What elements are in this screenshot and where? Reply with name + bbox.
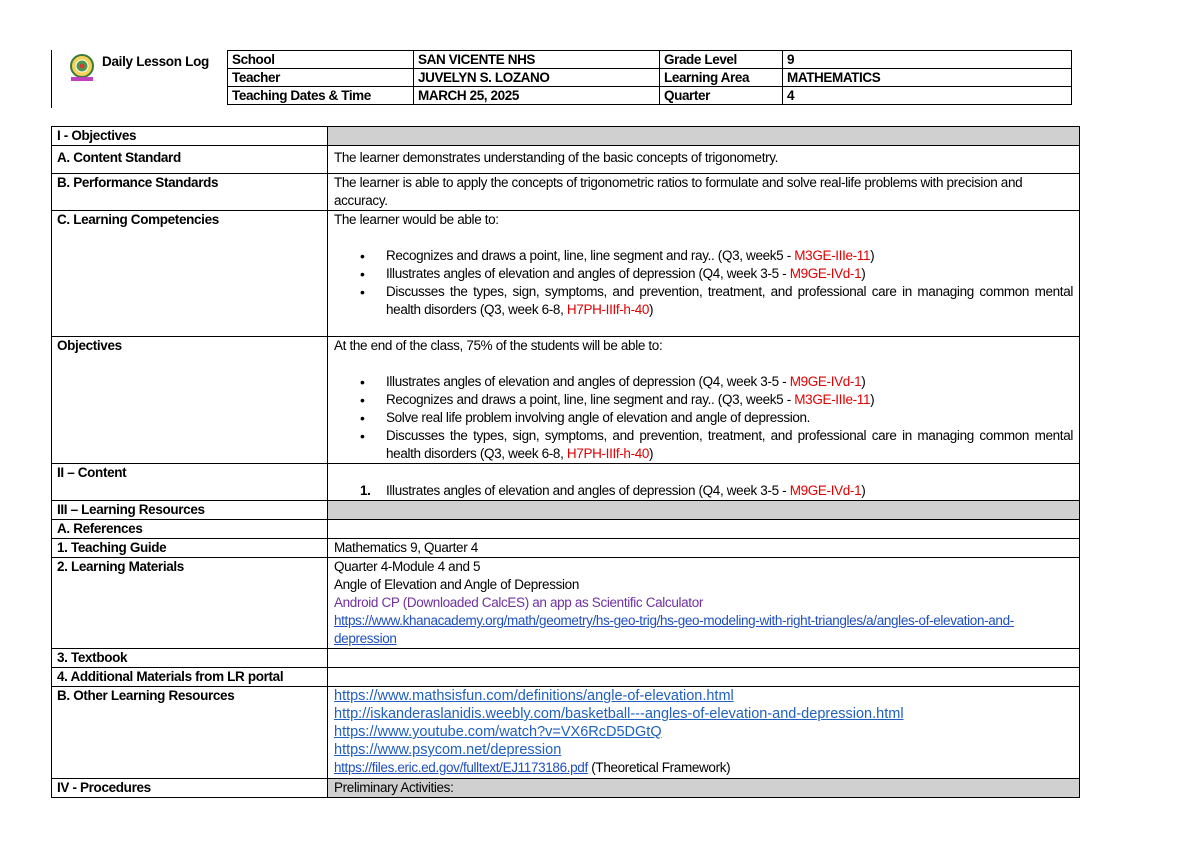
content-cell [328,464,1080,501]
section-fill [328,127,1080,146]
competency-code: M9GE-IVd-1 [789,266,862,281]
list-item [386,373,1073,391]
header-info-table [227,50,1072,105]
lesson-log-header [51,50,1079,108]
additional-materials-label: 4. Additional Materials from LR portal [52,668,328,687]
row-performance-standards [52,174,1080,211]
school-label: School [228,51,414,69]
list-item [386,409,1073,427]
list-item [360,482,1073,500]
item-text: Illustrates angles of elevation and angles of depression (Q4, week 3-5 - [386,374,790,389]
item-close: ) [649,302,654,317]
section-fill [328,501,1080,520]
learning-competencies-cell [328,211,1080,337]
content-standard-text: The learner demonstrates understanding of the basic concepts of trigonometry. [328,146,1080,174]
competency-code: H7PH-IIIf-h-40 [566,446,650,461]
item-close: ) [861,374,866,389]
quarter-value: 4 [783,87,1072,105]
objectives-intro: At the end of the class, 75% of the students will be able to: [334,338,663,353]
row-content [52,464,1080,501]
dates-value: MARCH 25, 2025 [414,87,660,105]
weebly-link[interactable]: http://iskanderaslanidis.weebly.com/basketball---angles-of-elevation-and-depression.html [334,706,904,722]
content-label: II – Content [52,464,328,501]
item-text: Solve real life problem involving angle of elevation and angle of depression. [386,410,811,425]
item-text: Illustrates angles of elevation and angles of depression (Q4, week 3-5 - [386,266,790,281]
row-content-standard [52,146,1080,174]
list-item [386,247,1073,265]
competencies-list [334,247,1073,319]
objectives-cell [328,337,1080,464]
learning-area-value: MATHEMATICS [783,69,1072,87]
module-line: Quarter 4-Module 4 and 5 [334,559,481,574]
performance-standards-text: The learner is able to apply the concepts of trigonometric ratios to formulate and solve real-life problems with precision and accuracy. [328,174,1080,211]
item-text: Illustrates angles of elevation and angles of depression (Q4, week 3-5 - [386,483,790,498]
row-additional-materials [52,668,1080,687]
item-close: ) [870,248,875,263]
procedures-text: Preliminary Activities: [328,779,1080,798]
row-references [52,520,1080,539]
item-text: Recognizes and draws a point, line, line segment and ray.. (Q3, week5 - [386,248,795,263]
mathsisfun-link[interactable]: https://www.mathsisfun.com/definitions/angle-of-elevation.html [334,688,734,704]
item-number: 1. [360,483,371,498]
school-value: SAN VICENTE NHS [414,51,660,69]
teacher-label: Teacher [228,69,414,87]
learning-competencies-label: C. Learning Competencies [52,211,328,337]
learning-area-label: Learning Area [660,69,783,87]
objectives-list [334,373,1073,463]
logo-cell [51,50,228,108]
additional-materials-value [328,668,1080,687]
item-close: ) [649,446,654,461]
objectives-label: Objectives [52,337,328,464]
textbook-value [328,649,1080,668]
row-objectives-section [52,127,1080,146]
competency-code: M9GE-IVd-1 [789,374,862,389]
grade-level-label: Grade Level [660,51,783,69]
item-text: Discusses the types, sign, symptoms, and prevention, treatment, and professional care in managing common mental health disorders (Q3, week 6-8, [386,284,1073,317]
content-list [334,482,1073,500]
youtube-link[interactable]: https://www.youtube.com/watch?v=VX6RcD5DGtQ [334,724,662,740]
psycom-link[interactable]: https://www.psycom.net/depression [334,742,562,758]
item-text: Discusses the types, sign, symptoms, and prevention, treatment, and professional care in managing common mental health disorders (Q3, week 6-8, [386,428,1073,461]
other-resources-cell [328,687,1080,779]
item-close: ) [870,392,875,407]
lesson-plan-table [51,126,1080,798]
content-standard-label: A. Content Standard [52,146,328,174]
list-item [386,283,1073,319]
item-close: ) [861,483,866,498]
competency-code: H7PH-IIIf-h-40 [566,302,650,317]
header-row [228,51,1072,69]
references-label: A. References [52,520,328,539]
teaching-guide-label: 1. Teaching Guide [52,539,328,558]
references-value [328,520,1080,539]
learning-materials-label: 2. Learning Materials [52,558,328,649]
textbook-label: 3. Textbook [52,649,328,668]
learning-resources-label: III – Learning Resources [52,501,328,520]
calculator-app-line: Android CP (Downloaded CalcES) an app as Scientific Calculator [334,595,704,610]
list-item [386,265,1073,283]
quarter-label: Quarter [660,87,783,105]
list-item [386,391,1073,409]
topic-line: Angle of Elevation and Angle of Depression [334,577,579,592]
competencies-intro: The learner would be able to: [334,212,499,227]
khanacademy-link[interactable]: https://www.khanacademy.org/math/geometry/hs-geo-trig/hs-geo-modeling-with-right-triangles/a/angles-of-elevation-and-depression [334,613,1014,646]
performance-standards-label: B. Performance Standards [52,174,328,211]
eric-link[interactable]: https://files.eric.ed.gov/fulltext/EJ1173186.pdf [334,760,588,775]
list-item [386,427,1073,463]
row-textbook [52,649,1080,668]
header-row [228,69,1072,87]
row-procedures [52,779,1080,798]
row-learning-resources [52,501,1080,520]
grade-level-value: 9 [783,51,1072,69]
row-other-resources [52,687,1080,779]
header-row [228,87,1072,105]
teaching-guide-text: Mathematics 9, Quarter 4 [328,539,1080,558]
other-resources-label: B. Other Learning Resources [52,687,328,779]
learning-materials-cell [328,558,1080,649]
framework-note: (Theoretical Framework) [587,760,731,775]
row-learning-competencies [52,211,1080,337]
competency-code: M3GE-IIIe-11 [794,248,871,263]
school-seal-icon [67,53,97,83]
teacher-value: JUVELYN S. LOZANO [414,69,660,87]
document-title: Daily Lesson Log [102,54,209,69]
competency-code: M3GE-IIIe-11 [794,392,871,407]
dates-label: Teaching Dates & Time [228,87,414,105]
item-text: Recognizes and draws a point, line, line segment and ray.. (Q3, week5 - [386,392,795,407]
item-close: ) [861,266,866,281]
section-label: I - Objectives [52,127,328,146]
row-objectives [52,337,1080,464]
competency-code: M9GE-IVd-1 [789,483,862,498]
row-teaching-guide [52,539,1080,558]
row-learning-materials [52,558,1080,649]
procedures-label: IV - Procedures [52,779,328,798]
